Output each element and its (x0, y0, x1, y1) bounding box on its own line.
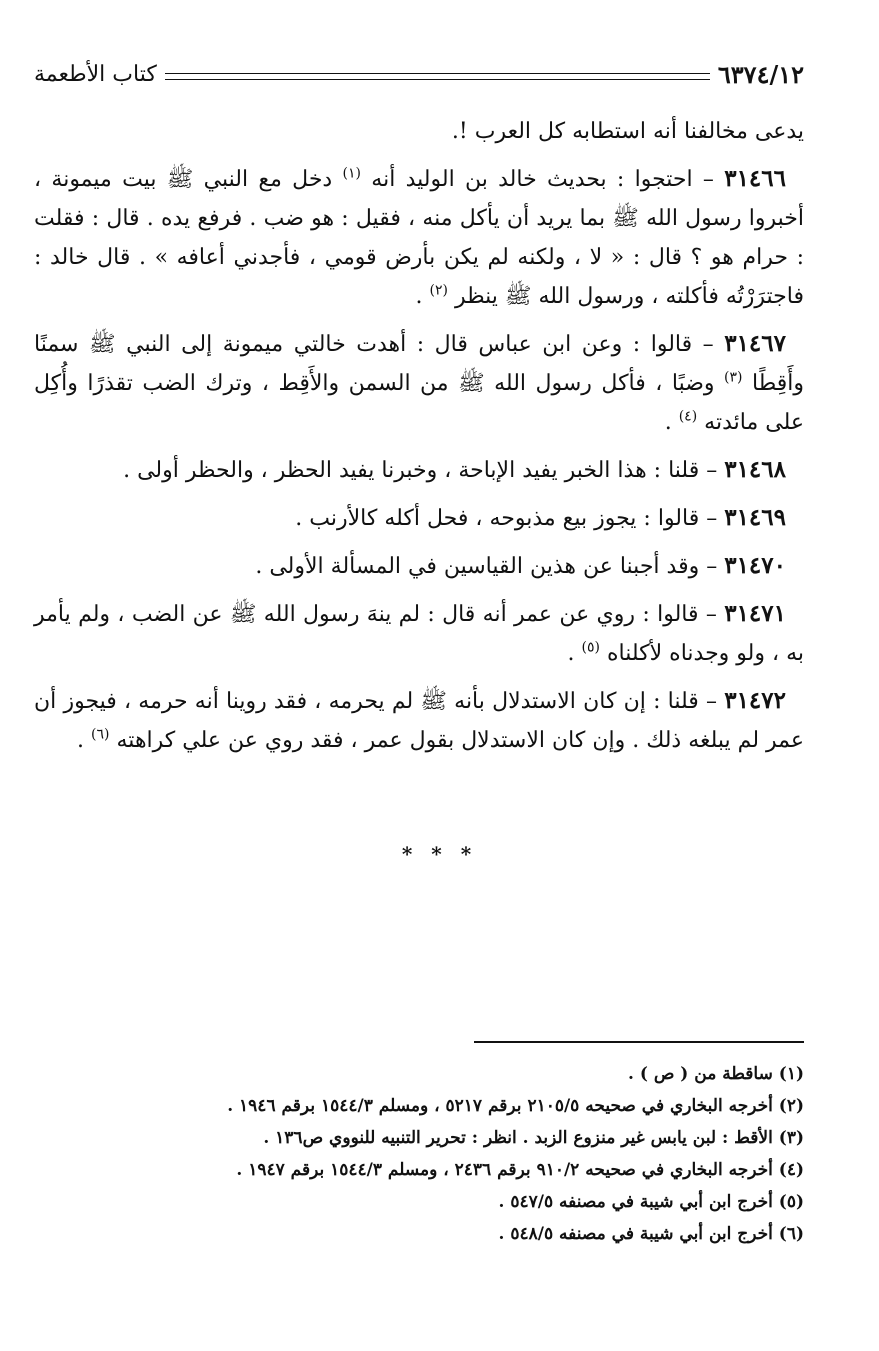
entry-number: ٣١٤٧٢ (724, 687, 786, 714)
entry-text: – وقد أجبنا عن هذين القياسين في المسألة الأولى . (255, 554, 718, 579)
footnote-ref: (٤) (678, 408, 698, 425)
entry-text: – احتجوا : بحديث خالد بن الوليد أنه (371, 167, 714, 192)
entry-number: ٣١٤٦٦ (724, 165, 786, 192)
footnotes (34, 1058, 804, 1250)
entry-31471 (34, 594, 804, 673)
entry-31469 (34, 498, 804, 538)
footnote: (٢) أخرجه البخاري في صحيحه ٢١٠٥/٥ برقم ٥٢١٧ ، ومسلم ١٥٤٤/٣ برقم ١٩٤٦ . (227, 1096, 804, 1116)
entry-text: . (77, 728, 85, 753)
footnote-ref: (١) (342, 165, 361, 182)
entry-31468 (34, 450, 804, 490)
entry-number: ٣١٤٧١ (724, 600, 786, 627)
entry-31470 (34, 546, 804, 586)
running-title: كتاب الأطعمة (34, 61, 157, 87)
footnote: (١) ساقطة من ( ص ) . (628, 1064, 804, 1084)
entry-text: – قالوا : وعن ابن عباس قال : أهدت خالتي ميمونة إلى النبي ﷺ سمنًا وأَقِطًا (34, 332, 804, 396)
header-rule (165, 73, 710, 80)
entry-31466 (34, 159, 804, 316)
entry-text: وضبًا ، فأكل رسول الله ﷺ من السمن والأَقِط ، وترك الضب تقذرًا وأُكِل على مائدته (34, 371, 804, 435)
footnote-rule (474, 1041, 804, 1043)
entry-text: . (664, 410, 672, 435)
entry-text: – قلنا : إن كان الاستدلال بأنه ﷺ لم يحرمه ، فقد روينا أنه حرمه ، فيجوز أن عمر لم يبلغه ذلك . وإن كان الاستدلال بقول عمر ، فقد روي عن علي كراهته (34, 689, 804, 753)
entry-text: . (415, 284, 423, 309)
entry-text: دخل مع النبي ﷺ بيت ميمونة ، أخبروا رسول الله ﷺ بما يريد أن يأكل منه ، فقيل : هو ضب . فرفع يده . قال : فقلت : حرام هو ؟ قال : « لا ، ولكنه لم يكن بأرض قومي ، فأجدني أعافه » . قال خالد : فاجترَرْتُه فأكلته ، ورسول الله ﷺ ينظر (34, 167, 804, 309)
entry-number: ٣١٤٦٩ (724, 504, 786, 531)
entry-number: ٣١٤٧٠ (724, 552, 786, 579)
footnote-ref: (٣) (724, 369, 743, 386)
page-header (34, 56, 804, 92)
entry-31472 (34, 681, 804, 760)
entry-text: – قالوا : يجوز بيع مذبوحه ، فحل أكله كالأرنب . (295, 506, 718, 531)
footnote-ref: (٥) (581, 639, 601, 656)
footnote: (٦) أخرج ابن أبي شيبة في مصنفه ٥٤٨/٥ . (498, 1224, 804, 1244)
entry-31467 (34, 324, 804, 442)
intro-paragraph: يدعى مخالفنا أنه استطابه كل العرب !. (451, 119, 804, 144)
entry-number: ٣١٤٦٨ (724, 456, 786, 483)
footnote: (٣) الأقط : لبن يابس غير منزوع الزبد . انظر : تحرير التنبيه للنووي ص١٣٦ . (263, 1128, 804, 1148)
footnote-ref: (٢) (429, 282, 448, 299)
footnote: (٥) أخرج ابن أبي شيبة في مصنفه ٥٤٧/٥ . (498, 1192, 804, 1212)
main-text (34, 112, 804, 768)
entry-text: – قالوا : روي عن عمر أنه قال : لم ينهَ رسول الله ﷺ عن الضب ، ولم يأمر به ، ولو وجدناه لأكلناه (34, 602, 804, 666)
page-number: ٦٣٧٤/١٢ (717, 59, 804, 89)
footnote: (٤) أخرجه البخاري في صحيحه ٩١٠/٢ برقم ٢٤٣٦ ، ومسلم ١٥٤٤/٣ برقم ١٩٤٧ . (236, 1160, 804, 1180)
entry-text: – قلنا : هذا الخبر يفيد الإباحة ، وخبرنا يفيد الحظر ، والحظر أولى . (123, 458, 718, 483)
entry-text: . (567, 641, 575, 666)
section-separator: * * * (401, 842, 478, 866)
entry-number: ٣١٤٦٧ (724, 330, 786, 357)
footnote-ref: (٦) (91, 726, 110, 743)
